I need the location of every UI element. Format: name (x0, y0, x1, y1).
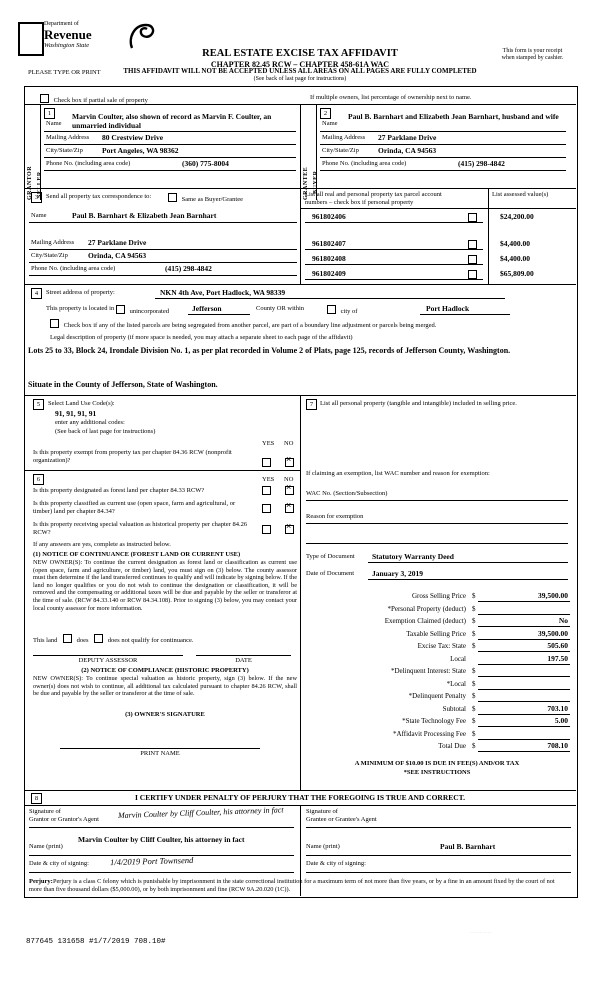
city-of-label: city of (340, 308, 358, 315)
buyer-phone-underline (320, 170, 566, 171)
buyer-phone-label: Phone No. (including area code) (322, 160, 407, 167)
grantor-sig-underline (29, 827, 294, 828)
s6-q3-yes-checkbox[interactable] (262, 525, 271, 534)
legal-description-label: Legal description of property (if more space is needed, you may attach a separate sheet to each page of the affidavit) (50, 334, 353, 341)
send-tax-name-value[interactable]: Paul B. Barnhart & Elizabeth Jean Barnhart (72, 211, 217, 220)
dept-line3: Washington State (44, 42, 90, 49)
buyer-citystate-value[interactable]: Orinda, CA 94563 (378, 146, 437, 155)
section4-number: 4 (31, 288, 42, 299)
s7-exemption-label: If claiming an exemption, list WAC number and reason for exemption: (306, 470, 490, 477)
s7-line-currency-symbol: $ (472, 642, 476, 650)
section8-number: 8 (31, 793, 42, 804)
this-land-label: This land (33, 637, 58, 644)
s7-line-label: *Delinquent Interest: State (390, 667, 466, 675)
grantor-datecity-value[interactable]: 1/4/2019 Port Townsend (109, 854, 194, 868)
perjury-label: Perjury: (29, 878, 53, 885)
footer-faint-mark: . . . . . . . . . (470, 930, 492, 935)
s7-line-currency-symbol: $ (472, 617, 476, 625)
s7-doctype-underline (368, 562, 568, 563)
s7-line-value[interactable]: 5.00 (554, 716, 568, 725)
seller-mailing-underline (44, 144, 296, 145)
divider-left-right-columns (300, 395, 301, 790)
s6-if-any: If any answers are yes, complete as instructed below. (33, 541, 171, 548)
s7-line-label: Total Due (438, 742, 466, 750)
partial-sale-checkbox[interactable] (40, 94, 49, 103)
deputy-assessor-label: DEPUTY ASSESSOR (78, 657, 138, 664)
s7-line-label: Subtotal (442, 704, 466, 713)
section5-number: 5 (33, 399, 44, 410)
s7-line-currency-symbol: $ (472, 704, 476, 713)
seller-label-text: SELLER (37, 171, 43, 198)
grantor-sig-label-1: Signature of (29, 808, 61, 815)
parcel-number[interactable]: 961802409 (312, 269, 346, 278)
buyer-name-underline (320, 131, 566, 132)
s7-line-currency-symbol: $ (472, 742, 476, 750)
seller-phone-value[interactable]: (360) 775-8004 (182, 159, 229, 168)
seller-name-underline (44, 131, 296, 132)
send-tax-same-row (168, 193, 243, 203)
street-address-label: Street address of property: (46, 289, 115, 296)
s7-line-currency-symbol: $ (472, 629, 476, 638)
landuse-yes-header: YES (262, 440, 275, 447)
s7-docdate-underline (368, 579, 568, 580)
section7-number: 7 (306, 399, 317, 410)
send-tax-label: Send all property tax correspondence to: (46, 193, 152, 200)
s6-yes-header: YES (262, 476, 275, 483)
owners-signature-title: (3) OWNER'S SIGNATURE (125, 711, 205, 718)
segregated-checkbox[interactable] (50, 319, 59, 328)
divider-seller-buyer (300, 104, 301, 200)
s7-line-label: Local (450, 654, 466, 663)
street-address-underline (155, 298, 505, 299)
s7-line-underline (478, 676, 570, 677)
s7-docdate-value[interactable]: January 3, 2019 (372, 569, 424, 578)
s7-line-underline (478, 626, 570, 627)
unincorporated-row (116, 305, 169, 315)
seller-side-label (27, 108, 43, 200)
send-tax-mailing-value[interactable]: 27 Parklane Drive (88, 238, 147, 247)
s7-reason-underline-2 (306, 543, 568, 544)
parcel-number[interactable]: 961802406 (312, 212, 346, 221)
send-tax-phone-underline (29, 275, 297, 276)
does-qualify-checkbox[interactable] (63, 634, 72, 643)
buyer-mailing-underline (320, 144, 566, 145)
footer-stamp: 877645 131658 #1/7/2019 708.10# (26, 938, 166, 946)
buyer-mailing-label: Mailing Address (322, 134, 366, 141)
landuse-codes[interactable]: 91, 91, 91, 91 (55, 409, 97, 418)
grantee-sig-label-2: Grantee or Grantee's Agent (306, 816, 377, 823)
send-tax-name-label: Name (31, 212, 47, 219)
buyer-citystate-label: City/State/Zip (322, 147, 359, 154)
does-not-qualify-checkbox[interactable] (94, 634, 103, 643)
s6-q1-yes-checkbox[interactable] (262, 486, 271, 495)
s7-line-underline (478, 739, 570, 740)
same-as-buyer-label: Same as Buyer/Grantee (181, 196, 243, 203)
county-name-value[interactable]: Jefferson (192, 304, 222, 313)
unincorporated-checkbox[interactable] (116, 305, 125, 314)
deputy-assessor-line (33, 655, 183, 656)
s7-line-underline (478, 651, 570, 652)
s7-line-currency-symbol: $ (472, 692, 476, 700)
parcel-assessed-value[interactable]: $4,400.00 (500, 254, 530, 263)
landuse-exempt-yes[interactable] (262, 458, 271, 468)
buyer-label-text: BUYER (313, 170, 319, 194)
deputy-date-label: DATE (235, 657, 252, 664)
city-underline (420, 314, 510, 315)
s7-line-value[interactable]: 703.10 (547, 703, 568, 713)
partial-sale-label: Check box if partial sale of property (53, 97, 148, 104)
this-land-row (33, 634, 194, 644)
section6-number: 6 (33, 474, 44, 485)
see-instructions-note: *SEE INSTRUCTIONS (403, 769, 471, 776)
send-tax-mailing-label: Mailing Address (31, 239, 75, 246)
send-tax-citystate-underline (29, 262, 297, 263)
buyer-name-value[interactable]: Paul B. Barnhart and Elizabeth Jean Barnhart, husband and wife (348, 112, 559, 121)
s7-line-label: *Personal Property (deduct) (387, 604, 466, 613)
print-name-label: PRINT NAME (140, 750, 180, 757)
city-name-value[interactable]: Port Hadlock (426, 304, 470, 313)
s7-line-value[interactable]: 708.10 (547, 741, 568, 750)
s7-line-value[interactable]: 39,500.00 (538, 591, 568, 600)
s7-doctype-value[interactable]: Statutory Warranty Deed (372, 552, 454, 561)
s6-q2-yes[interactable] (262, 504, 271, 514)
parcel-number[interactable]: 961802407 (312, 239, 346, 248)
seller-citystate-value[interactable]: Port Angeles, WA 98362 (102, 146, 179, 155)
segregated-row (50, 319, 436, 329)
s7-line-label: Taxable Selling Price (406, 629, 466, 638)
see-back-instructions: (See back of last page for instructions) (253, 76, 347, 82)
s7-line-label: Gross Selling Price (411, 592, 466, 600)
s6-q2: Is this property classified as current use (open space, farm and agricultural, or timber) land per chapter 84.34? (33, 500, 236, 515)
s7-reason-label: Reason for exemption (306, 513, 364, 520)
buyer-mailing-value[interactable]: 27 Parklane Drive (378, 133, 437, 142)
s7-wac-underline (306, 500, 568, 501)
buyer-side-label (303, 108, 319, 200)
s6-q2-yes-checkbox[interactable] (262, 504, 271, 513)
grantee-datecity-label: Date & city of signing: (306, 860, 366, 867)
unincorporated-label: unincorporated (129, 308, 169, 315)
parcel-header-1: List all real and personal property tax parcel account (305, 191, 442, 198)
grantor-signature-handwriting[interactable]: Marvin Coulter by Cliff Coulter, his attorney in fact (117, 805, 284, 821)
certify-title: I CERTIFY UNDER PENALTY OF PERJURY THAT THE FOREGOING IS TRUE AND CORRECT. (134, 793, 465, 802)
receipt-note-2: when stamped by cashier. (501, 55, 564, 61)
landuse-no-header: NO (284, 440, 294, 447)
parcel-assessed-value[interactable]: $65,809.00 (500, 269, 534, 278)
s7-doctype-label: Type of Document (306, 553, 355, 560)
grantor-name-print-value[interactable]: Marvin Coulter by Cliff Coulter, his attorney in fact (78, 835, 245, 844)
s7-line-label: *Local (446, 679, 466, 688)
county-underline (188, 314, 250, 315)
s7-line-label: *Affidavit Processing Fee (393, 729, 466, 738)
grantee-sig-underline (306, 827, 571, 828)
parcel-row-underline (305, 279, 483, 280)
receipt-note-1: This form is your receipt (502, 48, 563, 54)
s7-reason-underline (306, 523, 568, 524)
situate-text: Situate in the County of Jefferson, State of Washington. (28, 380, 218, 389)
landuse-exempt-no[interactable] (285, 458, 294, 468)
seller-mailing-label: Mailing Address (46, 134, 90, 141)
seller-mailing-value[interactable]: 80 Crestview Drive (102, 133, 164, 142)
seller-name-value[interactable]: Marvin Coulter, also shown of record as Marvin F. Coulter, an unmarried individual (72, 112, 272, 130)
s7-docdate-label: Date of Document (306, 570, 355, 577)
located-in-label: This property is located in (46, 305, 115, 312)
parcel-assessed-value[interactable]: $4,400.00 (500, 239, 530, 248)
notice1-body: NEW OWNER(S): To continue the current designation as forest land or classification as current use (open space, farm and agriculture, or timber) land, you must sign on (3) below. The county assessor must then determine if the land transferred continues to qualify and will indicate by signing below. If the land no longer qualifies or you do not wish to continue the designation or classification, it will be removed and the compensating or additional taxes will be due and payable by the seller or transferor at the time of sale. (RCW 84.33.140 or RCW 84.34.108). Prior to signing (3) below, you may contact your local county assessor for more information. (33, 559, 297, 612)
s6-q2-no-checkbox[interactable] (285, 504, 294, 513)
s7-line-value[interactable]: 505.60 (547, 641, 568, 650)
s6-q1-no-checkbox[interactable] (285, 486, 294, 495)
landuse-exempt-no-checkbox[interactable] (285, 458, 294, 467)
grantee-label-text: GRANTEE (303, 166, 309, 200)
s7-line-label: Exemption Claimed (deduct) (384, 617, 466, 625)
s7-line-underline (478, 701, 570, 702)
notice1-title: (1) NOTICE OF CONTINUANCE (FOREST LAND OR CURRENT USE) (33, 551, 241, 558)
multiple-owners-note: If multiple owners, list percentage of ownership next to name. (310, 94, 472, 101)
seller-name-label: Name (46, 120, 62, 127)
dept-line2: Revenue (44, 27, 92, 42)
print-name-line (60, 748, 260, 749)
s7-personal-property-label: List all personal property (tangible and intangible) included in selling price. (320, 400, 517, 407)
does-not-label: does not qualify for continuance. (107, 637, 194, 644)
landuse-additional-label: enter any additional codes: (55, 419, 125, 426)
deputy-date-line (196, 655, 291, 656)
warning-text: THIS AFFIDAVIT WILL NOT BE ACCEPTED UNLESS ALL AREAS ON ALL PAGES ARE FULLY COMPLETED (123, 67, 477, 75)
buyer-section-number: 2 (320, 108, 331, 119)
logo-mark-icon (18, 22, 44, 56)
assessed-header: List assessed value(s) (492, 191, 549, 198)
seller-citystate-label: City/State/Zip (46, 147, 83, 154)
perjury-text: Perjury is a class C felony which is punishable by imprisonment in the state correctional institution for a maximum term of not more than five years, or by a fine in an amount fixed by the court of not more than five thousand dollars ($5,000.00), or by both imprisonment and fine (RCW 9A.20.020 (1C)). (29, 878, 555, 893)
grantee-name-print-label: Name (print) (306, 843, 340, 850)
dept-line1: Department of (44, 21, 79, 27)
s7-line-underline (478, 664, 570, 665)
buyer-citystate-underline (320, 157, 566, 158)
seller-section-number: 1 (44, 108, 55, 119)
parcel-header-2: numbers – check box if personal property (305, 199, 414, 206)
s7-line-underline (478, 751, 570, 752)
notice2-body: NEW OWNER(S): To continue special valuation as historic property, sign (3) below. If the new owner(s) does not wish to continue, all additional tax calculated pursuant to chapter 84.26 RCW, shall be due and payable by the seller or transferor at the time of sale. (33, 675, 297, 698)
s7-line-underline (478, 601, 570, 602)
s7-line-currency-symbol: $ (472, 679, 476, 688)
grantor-datecity-underline (29, 872, 294, 873)
landuse-exempt-yes-checkbox[interactable] (262, 458, 271, 467)
does-label: does (76, 637, 89, 644)
partial-sale-row (40, 94, 148, 104)
grantor-datecity-label: Date & city of signing: (29, 860, 89, 867)
section3-number: 3 (31, 192, 42, 203)
s7-line-value[interactable]: 39,500.00 (538, 628, 568, 638)
parcel-row-underline (305, 249, 483, 250)
buyer-name-label: Name (322, 120, 338, 127)
segregated-label: Check box if any of the listed parcels are being segregated from another parcel, are part of a boundary line adjustment or parcels being merged. (63, 322, 437, 329)
s7-line-underline (478, 714, 570, 715)
s7-line-value[interactable]: 197.50 (547, 653, 568, 663)
landuse-label: Select Land Use Code(s): (48, 400, 115, 407)
grantee-name-underline (306, 855, 571, 856)
parcel-row-underline (305, 222, 483, 223)
divider-parcel-left (300, 188, 301, 284)
s7-line-underline (478, 689, 570, 690)
send-tax-name-underline (29, 222, 297, 223)
send-tax-citystate-label: City/State/Zip (31, 252, 68, 259)
s6-q3-no[interactable] (285, 525, 294, 535)
landuse-exempt-question: Is this property exempt from property tax per chapter 84.36 RCW (nonprofit organization)? (33, 449, 232, 464)
grantee-name-print-value[interactable]: Paul B. Barnhart (440, 842, 496, 851)
page-subtitle: CHAPTER 82.45 RCW – CHAPTER 458-61A WAC (210, 60, 390, 69)
s7-line-underline (478, 614, 570, 615)
s7-line-label: *Delinquent Penalty (408, 692, 466, 700)
s6-q1-yes[interactable] (262, 486, 271, 496)
city-of-checkbox[interactable] (327, 305, 336, 314)
street-address-value[interactable]: NKN 4th Ave, Port Hadlock, WA 98339 (160, 288, 286, 297)
s7-line-underline (478, 726, 570, 727)
send-tax-citystate-value[interactable]: Orinda, CA 94563 (88, 251, 147, 260)
s7-line-label: *State Technology Fee (402, 717, 466, 725)
divider-6 (24, 790, 576, 791)
s6-q1: Is this property designated as forest land per chapter 84.33 RCW? (33, 487, 205, 494)
legal-description-text[interactable]: Lots 25 to 33, Block 24, Irondale Division No. 1, as per plat recorded in Volume 2 of Plats, page 125, records of Jefferson County, Washington. (28, 346, 511, 355)
send-tax-phone-value[interactable]: (415) 298-4842 (165, 264, 212, 273)
s7-line-currency-symbol: $ (472, 604, 476, 613)
minimum-note: A MINIMUM OF $10.00 IS DUE IN FEE(S) AND/OR TAX (354, 760, 520, 767)
s7-line-currency-symbol: $ (472, 667, 476, 675)
s7-line-currency-symbol: $ (472, 717, 476, 725)
s6-q3-yes[interactable] (262, 525, 271, 535)
s6-q3: Is this property receiving special valuation as historical property per chapter 84.26 RCW? (33, 521, 248, 536)
s7-line-label: Excise Tax: State (417, 642, 466, 650)
send-tax-mailing-underline (29, 249, 297, 250)
seller-phone-label: Phone No. (including area code) (46, 160, 131, 167)
seller-citystate-underline (44, 157, 296, 158)
grantor-sig-label-2: Grantor or Grantor's Agent (29, 816, 99, 823)
s7-line-underline (478, 639, 570, 640)
page-title: REAL ESTATE EXCISE TAX AFFIDAVIT (202, 48, 398, 59)
s6-q1-no[interactable] (285, 486, 294, 496)
s7-line-value[interactable]: No (558, 616, 568, 625)
divider-5 (24, 470, 300, 471)
divider-assessed (488, 188, 489, 284)
grantor-name-print-label: Name (print) (29, 843, 63, 850)
grantee-datecity-underline (306, 872, 571, 873)
send-tax-phone-label: Phone No. (including area code) (31, 265, 116, 272)
buyer-phone-value[interactable]: (415) 298-4842 (458, 159, 505, 168)
notice2-title: (2) NOTICE OF COMPLIANCE (HISTORIC PROPERTY) (81, 667, 249, 674)
seller-phone-underline (44, 170, 296, 171)
parcel-header-rule (300, 208, 576, 209)
divider-3 (24, 284, 576, 285)
parcel-assessed-value[interactable]: $24,200.00 (500, 212, 534, 221)
s6-q3-no-checkbox[interactable] (285, 525, 294, 534)
s7-line-currency-symbol: $ (472, 592, 476, 600)
please-type-label: PLEASE TYPE OR PRINT (28, 69, 101, 76)
city-of-row (327, 305, 357, 315)
parcel-number[interactable]: 961802408 (312, 254, 346, 263)
landuse-see-back: (See back of last page for instructions) (55, 428, 156, 435)
county-or-label: County OR within (256, 305, 305, 312)
grantor-label-text: GRANTOR (27, 165, 33, 200)
s6-q2-no[interactable] (285, 504, 294, 514)
same-as-buyer-checkbox[interactable] (168, 193, 177, 202)
s7-line-currency-symbol: $ (472, 729, 476, 738)
parcel-row-underline (305, 264, 483, 265)
grantee-sig-label-1: Signature of (306, 808, 338, 815)
s7-wac-label: WAC No. (Section/Subsection) (306, 490, 388, 497)
s6-no-header: NO (284, 476, 294, 483)
